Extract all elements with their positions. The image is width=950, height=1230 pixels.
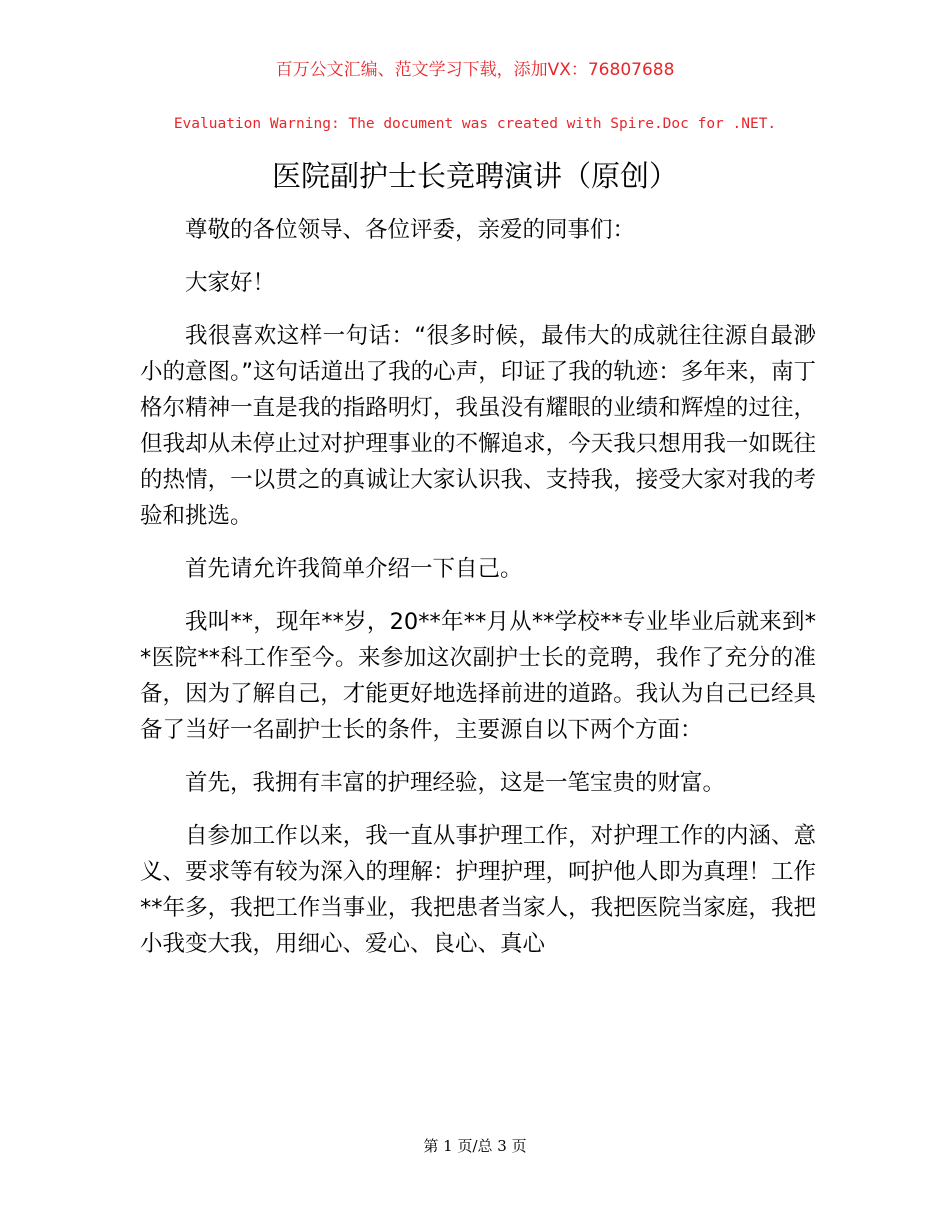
evaluation-warning: Evaluation Warning: The document was created with Spire.Doc for .NET.	[173, 116, 777, 132]
paragraph-first-point: 首先，我拥有丰富的护理经验，这是一笔宝贵的财富。	[185, 770, 726, 796]
paragraph-quote: 我很喜欢这样一句话：“很多时候，最伟大的成就往往源自最渺小的意图。”这句话道出了我的心声，印证了我的轨迹：多年来，南丁格尔精神一直是我的指路明灯，我虽没有耀眼的业绩和辉煌的过往，但我却从未停止过对护理事业的不懈追求，今天我只想用我一如既往的热情，一以贯之的真诚让大家认识我、支持我，接受大家对我的考验和挑选。	[140, 323, 816, 529]
document-title: 医院副护士长竞聘演讲（原创）	[271, 159, 678, 193]
header-banner: 百万公文汇编、范文学习下载，添加VX：76807688	[275, 60, 675, 80]
paragraph-experience: 自参加工作以来，我一直从事护理工作，对护理工作的内涵、意义、要求等有较为深入的理解：护理护理，呵护他人即为真理！工作**年多，我把工作当事业，我把患者当家人，我把医院当家庭，我把小我变大我，用细心、爱心、良心、真心	[140, 823, 816, 957]
document-body	[140, 212, 816, 979]
page-indicator: 第 1 页/总 3 页	[423, 1137, 527, 1155]
paragraph-greeting: 大家好！	[185, 270, 276, 296]
paragraph-self-introduction: 我叫**，现年**岁，20**年**月从**学校**专业毕业后就来到**医院**科工作至今。来参加这次副护士长的竞聘，我作了充分的准备，因为了解自己，才能更好地选择前进的道路。我认为自己已经具备了当好一名副护士长的条件，主要源自以下两个方面：	[140, 609, 816, 743]
paragraph-salutation: 尊敬的各位领导、各位评委，亲爱的同事们：	[185, 217, 636, 243]
paragraph-intro: 首先请允许我简单介绍一下自己。	[185, 556, 523, 582]
